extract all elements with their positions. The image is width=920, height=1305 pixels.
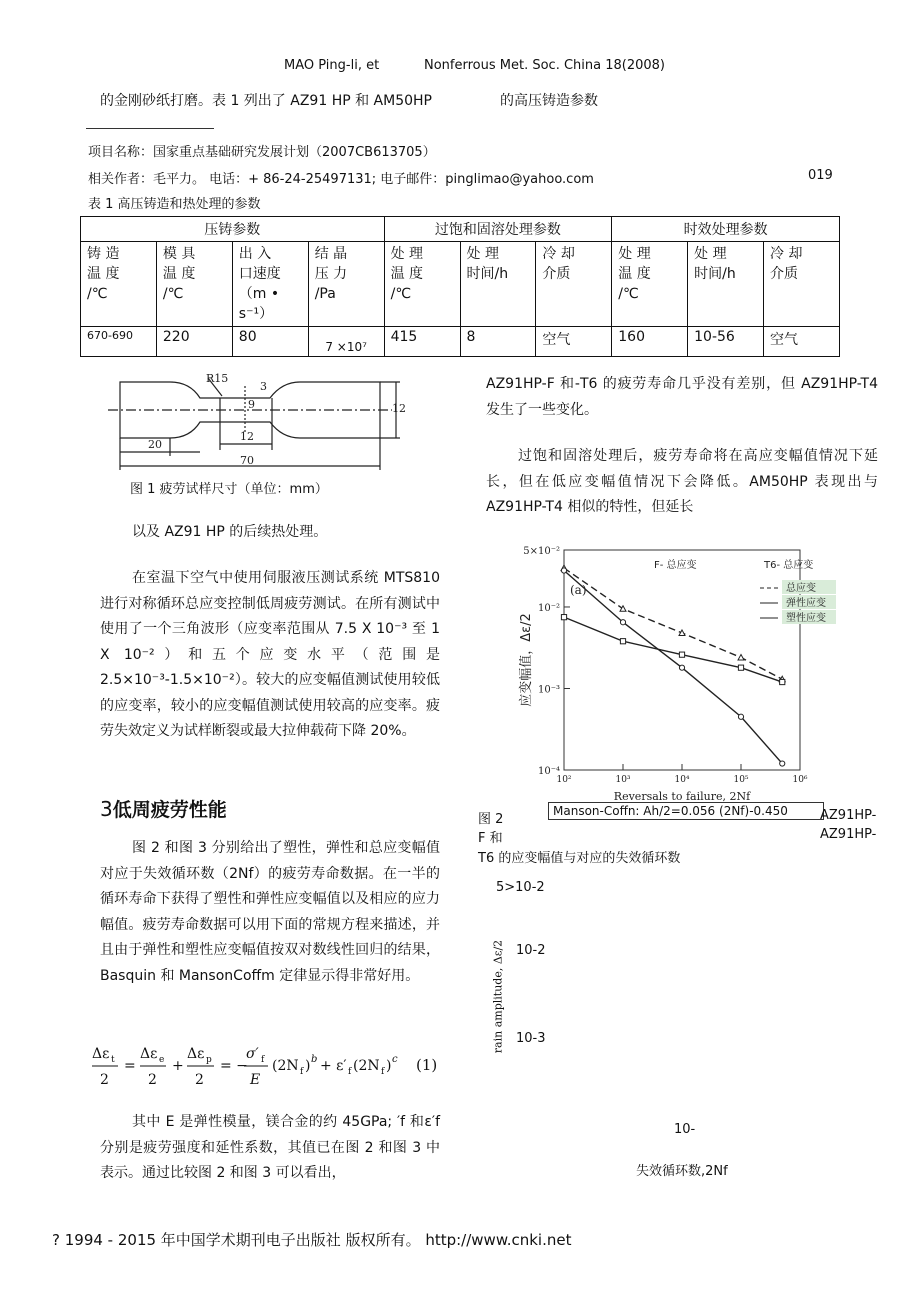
svg-text:f: f bbox=[348, 1067, 352, 1077]
section-heading bbox=[100, 795, 227, 822]
footer-copyright: ? 1994 - 2015 年中国学术期刊电子出版社 版权所有。 http://www.cnki.net bbox=[52, 1231, 572, 1249]
panel-label: (a) bbox=[570, 583, 587, 597]
column-header-line: 口速度 bbox=[238, 266, 281, 282]
right-para-2: 过饱和固溶处理后，疲劳寿命将在高应变幅值情况下延长，但在低应变幅值情况下会降低。AM50HP 表现出与 AZ91HP-T4 相似的特性，但延长 bbox=[486, 448, 878, 515]
data-point bbox=[620, 620, 625, 625]
y-tick-label: 10⁻⁴ bbox=[537, 766, 560, 777]
column-header-line: 压 力 bbox=[314, 266, 348, 282]
figure2-caption-right1: AZ91HP- bbox=[820, 808, 877, 823]
legend-entry: 弹性应变 bbox=[786, 598, 826, 609]
table-cell: 415 bbox=[384, 327, 460, 357]
fig3-ytick-3: 10- bbox=[674, 1122, 696, 1137]
svg-text:Δε: Δε bbox=[92, 1046, 110, 1062]
section-number: 3 bbox=[100, 797, 113, 821]
dim-9: 9 bbox=[248, 398, 255, 411]
svg-text:= −: = − bbox=[220, 1058, 248, 1074]
column-header-line: 时间/h bbox=[466, 266, 509, 282]
series-line bbox=[564, 571, 782, 764]
column-header-line: 时间/h bbox=[694, 266, 736, 282]
column-header bbox=[156, 242, 232, 327]
footnote-project: 项目名称：国家重点基础研究发展计划（2007CB613705） bbox=[88, 145, 436, 160]
dim-3: 3 bbox=[260, 380, 267, 393]
fit-label: Manson-Coffn: Ah/2=0.056 (2Nf)-0.450 bbox=[548, 802, 824, 820]
column-header-line: 铸 造 bbox=[87, 246, 120, 262]
svg-text:(2N: (2N bbox=[353, 1058, 380, 1074]
column-header bbox=[81, 242, 157, 327]
column-header-line: /℃ bbox=[162, 286, 184, 302]
x-tick-label: 10³ bbox=[615, 775, 631, 785]
svg-text:E: E bbox=[250, 1072, 261, 1088]
page-number: 019 bbox=[808, 168, 833, 183]
left-para-1: 以及 AZ91 HP 的后续热处理。 bbox=[132, 524, 328, 540]
column-header-line: /℃ bbox=[87, 286, 108, 302]
column-header-line: 处 理 bbox=[618, 246, 651, 262]
x-tick-label: 10² bbox=[556, 775, 572, 785]
column-header bbox=[460, 242, 536, 327]
fig3-ylabel: rain amplitude, Δε/2 bbox=[491, 939, 505, 1054]
running-author: MAO Ping-li, et bbox=[284, 58, 380, 73]
column-header-line: /℃ bbox=[618, 286, 639, 302]
footnote-contact: 相关作者：毛平力。 电话：+ 86-24-25497131; 电子邮件：pinglimao@yahoo.com bbox=[88, 172, 594, 187]
equation-number: (1) bbox=[416, 1056, 438, 1074]
figure2-caption-line2: F 和 bbox=[478, 831, 503, 846]
svg-text:+ ε′: + ε′ bbox=[320, 1058, 347, 1074]
svg-text:f: f bbox=[261, 1055, 265, 1065]
footnote-rule bbox=[86, 128, 214, 129]
svg-text:b: b bbox=[311, 1054, 318, 1065]
table-cell: 空气 bbox=[764, 327, 840, 357]
legend-entry: F- 总应变 bbox=[654, 560, 697, 571]
svg-text:p: p bbox=[206, 1055, 212, 1065]
fig3-ytick-1: 10-2 bbox=[516, 943, 546, 958]
data-point bbox=[780, 679, 785, 684]
dim-70: 70 bbox=[240, 454, 254, 467]
data-point bbox=[679, 665, 684, 670]
column-header-line: 出 入 bbox=[238, 246, 272, 262]
figure2-caption-right2: AZ91HP- bbox=[820, 827, 877, 842]
left-para-2: 在室温下空气中使用伺服液压测试系统 MTS810 进行对称循环总应变控制低周疲劳测试。在所有测试中使用了一个三角波形（应变率范围从 7.5 X 10⁻³ 至 1 X 10⁻²）和五个应变水平（范围是 2.5×10⁻³-1.5×10⁻²）。较大的应变幅值测试使用较低的应变率，较小的应变幅值测试使用较高的应变率。疲劳失效定义为试样断裂或最大拉伸载荷下降 20%。 bbox=[100, 570, 440, 739]
column-header-line: 处 理 bbox=[390, 246, 424, 262]
column-header-line: /Pa bbox=[314, 286, 336, 302]
fig3-ytick-0: 5>10-2 bbox=[496, 880, 545, 895]
y-axis-label: 应变幅值，Δε/2 bbox=[519, 613, 534, 707]
table-cell: 7 ×10⁷ bbox=[308, 327, 384, 357]
svg-text:=: = bbox=[124, 1058, 136, 1074]
equation-1 bbox=[92, 1040, 442, 1090]
figure2-caption-line3: T6 的应变幅值与对应的失效循环数 bbox=[478, 851, 681, 866]
y-tick-label: 5×10⁻² bbox=[523, 546, 560, 557]
group-aging: 时效处理参数 bbox=[612, 217, 840, 242]
table-cell: 160 bbox=[612, 327, 688, 357]
column-header bbox=[764, 242, 840, 327]
column-header-line: 处 理 bbox=[694, 246, 727, 262]
data-point bbox=[561, 568, 566, 573]
data-point bbox=[620, 639, 625, 644]
dim-20: 20 bbox=[148, 438, 162, 451]
dim-12b: 12 bbox=[240, 430, 254, 443]
column-header-line: 介质 bbox=[542, 266, 571, 282]
dim-r15: R15 bbox=[206, 372, 229, 385]
column-header-line: 温 度 bbox=[390, 266, 424, 282]
column-header bbox=[612, 242, 688, 327]
table-cell: 8 bbox=[460, 327, 536, 357]
column-header-line: 温 度 bbox=[618, 266, 651, 282]
table-cell: 220 bbox=[156, 327, 232, 357]
data-point bbox=[738, 714, 743, 719]
data-point bbox=[738, 654, 744, 660]
svg-text:Δε: Δε bbox=[187, 1046, 205, 1062]
svg-text:c: c bbox=[392, 1054, 398, 1065]
legend-entry: 塑性应变 bbox=[786, 613, 826, 624]
dim-12a: 12 bbox=[392, 402, 406, 415]
svg-text:2: 2 bbox=[148, 1072, 157, 1088]
column-header-row bbox=[81, 242, 840, 327]
group-solution: 过饱和固溶处理参数 bbox=[384, 217, 612, 242]
column-header-line: 结 晶 bbox=[314, 246, 348, 262]
series-line bbox=[564, 568, 782, 679]
left-para-4: 其中 E 是弹性模量，镁合金的约 45GPa; ′f 和ε′f 分别是疲劳强度和延性系数，其值已在图 2 和图 3 中表示。通过比较图 2 和图 3 可以看出， bbox=[100, 1114, 440, 1181]
svg-text:2: 2 bbox=[195, 1072, 204, 1088]
svg-text:σ′: σ′ bbox=[246, 1046, 259, 1062]
table-cell: 空气 bbox=[536, 327, 612, 357]
data-point bbox=[780, 761, 785, 766]
column-header bbox=[688, 242, 764, 327]
column-header-line: 温 度 bbox=[87, 266, 120, 282]
svg-text:): ) bbox=[386, 1058, 392, 1074]
intro-line: 的金刚砂纸打磨。表 1 列出了 AZ91 HP 和 AM50HP bbox=[100, 93, 433, 109]
column-header-line: /℃ bbox=[390, 286, 412, 302]
column-header-line: 冷 却 bbox=[770, 246, 803, 262]
right-para-1: AZ91HP-F 和-T6 的疲劳寿命几乎没有差别，但 AZ91HP-T4 发生了一些变化。 bbox=[486, 376, 878, 418]
svg-text:+: + bbox=[172, 1058, 184, 1074]
column-header-line: 模 具 bbox=[162, 246, 196, 262]
fig3-ytick-2: 10-3 bbox=[516, 1031, 546, 1046]
equation-svg bbox=[92, 1040, 412, 1090]
table-cell: 10-56 bbox=[688, 327, 764, 357]
fig3-xlabel: 失效循环数,2Nf bbox=[636, 1164, 728, 1179]
x-tick-label: 10⁴ bbox=[674, 775, 690, 785]
column-header bbox=[232, 242, 308, 327]
svg-text:t: t bbox=[111, 1055, 115, 1065]
svg-text:f: f bbox=[381, 1067, 385, 1077]
svg-text:f: f bbox=[300, 1067, 304, 1077]
column-header-line: 温 度 bbox=[162, 266, 196, 282]
legend-entry: 总应变 bbox=[786, 583, 816, 594]
y-tick-label: 10⁻³ bbox=[537, 684, 560, 696]
x-axis-label: Reversals to failure, 2Nf bbox=[613, 790, 751, 803]
y-tick-label: 10⁻² bbox=[537, 602, 560, 614]
column-header-line: 介质 bbox=[770, 266, 799, 282]
specimen-drawing bbox=[100, 370, 420, 478]
svg-text:(2N: (2N bbox=[272, 1058, 299, 1074]
table-cell: 80 bbox=[232, 327, 308, 357]
svg-text:2: 2 bbox=[100, 1072, 109, 1088]
column-header bbox=[384, 242, 460, 327]
group-diecast: 压铸参数 bbox=[81, 217, 385, 242]
svg-text:): ) bbox=[305, 1058, 311, 1074]
figure2-caption-prefix: 图 2 bbox=[478, 812, 504, 827]
column-header-line: （m • s⁻¹） bbox=[238, 286, 280, 322]
svg-text:e: e bbox=[159, 1055, 165, 1065]
data-point bbox=[679, 652, 684, 657]
x-tick-label: 10⁶ bbox=[792, 775, 808, 785]
data-point bbox=[738, 665, 743, 670]
series-line bbox=[564, 617, 782, 682]
table-cell: 670-690 bbox=[81, 327, 157, 357]
svg-text:Δε: Δε bbox=[140, 1046, 158, 1062]
params-table bbox=[80, 216, 840, 357]
section-title: 低周疲劳性能 bbox=[112, 799, 227, 821]
figure2-chart bbox=[500, 538, 840, 804]
plot-frame bbox=[564, 550, 800, 770]
data-point bbox=[561, 615, 566, 620]
column-header-line: 处 理 bbox=[466, 246, 499, 262]
column-header-line: 冷 却 bbox=[542, 246, 575, 262]
intro-line-tail: 的高压铸造参数 bbox=[500, 93, 598, 109]
running-journal: Nonferrous Met. Soc. China 18(2008) bbox=[424, 58, 665, 73]
table-caption: 表 1 高压铸造和热处理的参数 bbox=[88, 197, 261, 212]
column-header bbox=[536, 242, 612, 327]
x-tick-label: 10⁵ bbox=[733, 775, 749, 785]
table-row bbox=[81, 327, 840, 357]
figure1-caption: 图 1 疲劳试样尺寸（单位：mm） bbox=[130, 482, 328, 497]
column-header bbox=[308, 242, 384, 327]
left-para-3: 图 2 和图 3 分别给出了塑性，弹性和总应变幅值对应于失效循环数（2Nf）的疲劳寿命数据。在一半的循环寿命下获得了塑性和弹性应变幅值以及相应的应力幅值。疲劳寿命数据可以用下面的常规方程来描述，并且由于弹性和塑性应变幅值按双对数线性回归的结果，Basquin 和 MansonCoffm 定律显示得非常好用。 bbox=[100, 840, 440, 984]
legend-entry: T6- 总应变 bbox=[764, 560, 814, 571]
